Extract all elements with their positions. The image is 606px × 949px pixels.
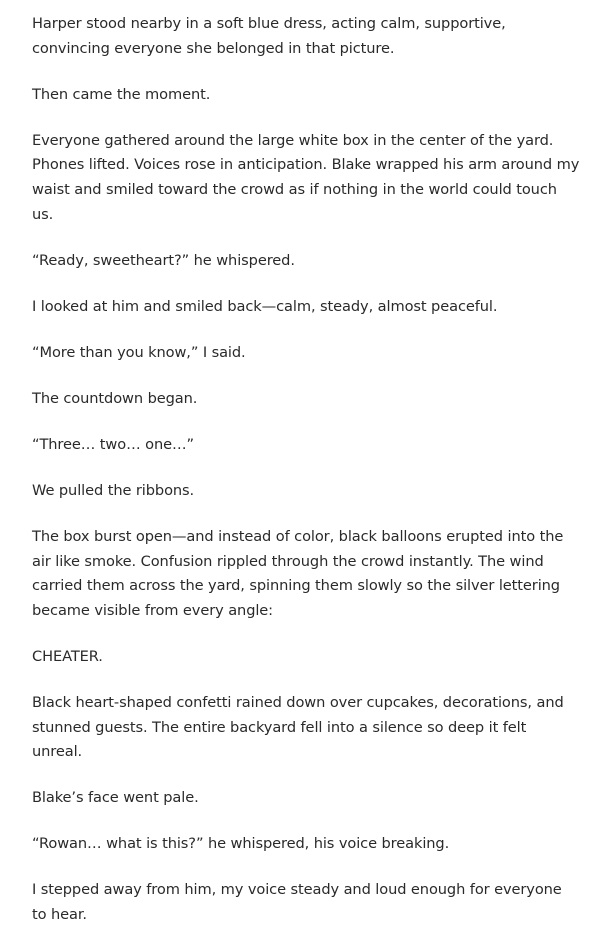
article-body — [32, 12, 580, 949]
paragraph-three-two-one: “Three… two… one…” — [32, 435, 194, 453]
paragraph-box-burst: The box burst open—and instead of color, black balloons erupted into the air like smoke. Confusion rippled through the crowd instantly. The wind carried them across the yard, spinning them slowly so the silver lettering became visible from every angle: — [32, 527, 564, 619]
paragraph-harper: Harper stood nearby in a soft blue dress, acting calm, supportive, convincing everyone she belonged in that picture. — [32, 15, 506, 57]
paragraph-cheater: CHEATER. — [32, 647, 103, 665]
paragraph-ready: “Ready, sweetheart?” he whispered. — [32, 251, 295, 269]
paragraph-confetti: Black heart-shaped confetti rained down over cupcakes, decorations, and stunned guests. The entire backyard fell into a silence so deep it felt unreal. — [32, 693, 564, 761]
paragraph-ribbons: We pulled the ribbons. — [32, 481, 195, 499]
paragraph-pale: Blake’s face went pale. — [32, 789, 199, 807]
paragraph-moment: Then came the moment. — [32, 85, 211, 103]
paragraph-more-than: “More than you know,” I said. — [32, 343, 246, 361]
paragraph-stepped-away: I stepped away from him, my voice steady and loud enough for everyone to hear. — [32, 881, 562, 924]
paragraph-countdown: The countdown began. — [32, 389, 198, 407]
paragraph-gathered: Everyone gathered around the large white box in the center of the yard. Phones lifted. Voices rose in anticipation. Blake wrapped his arm around my waist and smiled toward the crowd as if nothing in the world could touch us. — [32, 131, 580, 223]
paragraph-rowan: “Rowan… what is this?” he whispered, his voice breaking. — [32, 835, 450, 853]
paragraph-smiled-back: I looked at him and smiled back—calm, steady, almost peaceful. — [32, 297, 498, 315]
